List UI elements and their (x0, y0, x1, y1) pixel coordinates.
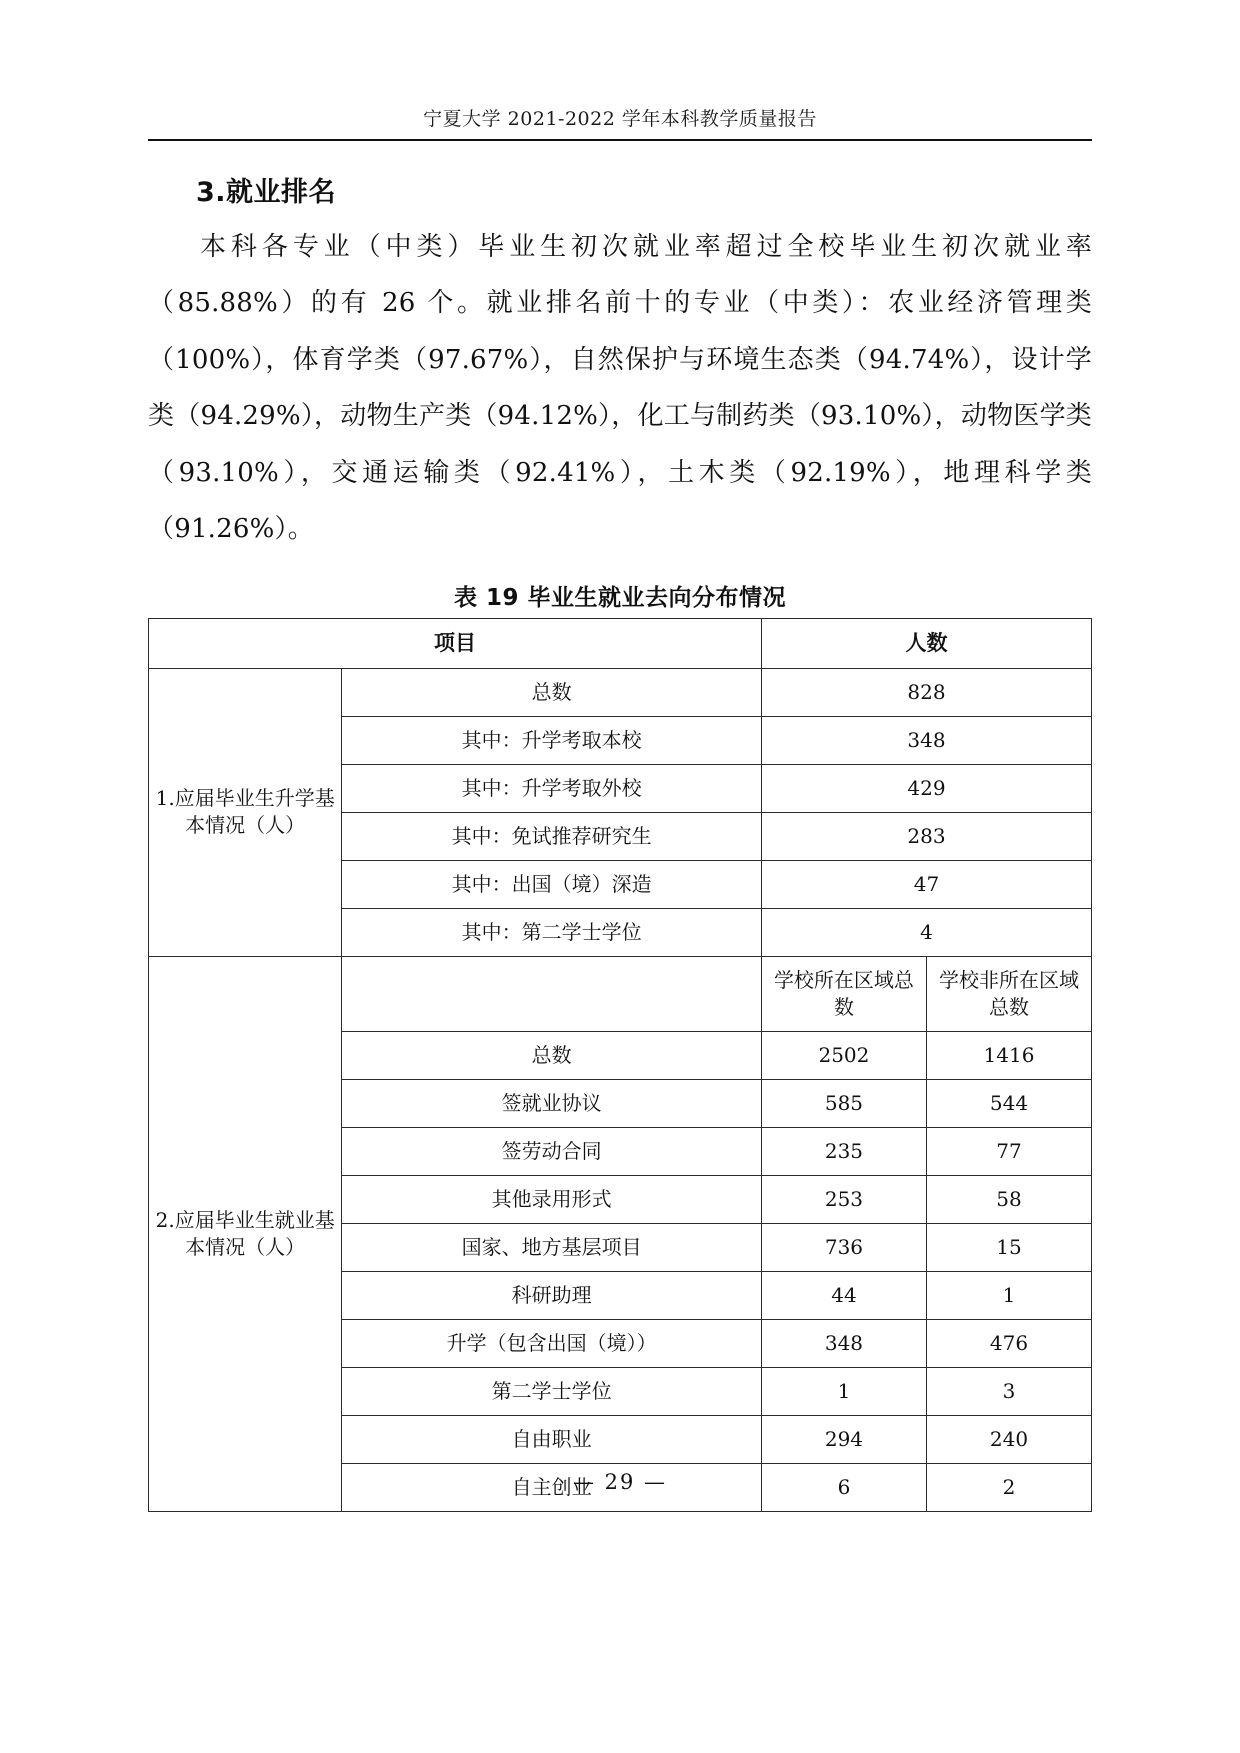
row-name: 其中：出国（境）深造 (342, 860, 762, 908)
row-in-region: 585 (761, 1079, 926, 1127)
row-name: 其中：升学考取外校 (342, 764, 762, 812)
row-name: 其中：升学考取本校 (342, 716, 762, 764)
row-name: 升学（包含出国（境）） (342, 1319, 762, 1367)
row-out-region: 58 (926, 1175, 1091, 1223)
table-row (149, 668, 1092, 716)
row-value: 4 (761, 908, 1091, 956)
row-out-region: 15 (926, 1223, 1091, 1271)
table-caption: 表 19 毕业生就业去向分布情况 (453, 585, 787, 612)
row-name: 总数 (342, 1031, 762, 1079)
row-name: 其中：免试推荐研究生 (342, 812, 762, 860)
row-value: 348 (761, 716, 1091, 764)
row-name: 自由职业 (342, 1415, 762, 1463)
row-name: 自主创业 (342, 1463, 762, 1511)
row-name: 第二学士学位 (342, 1367, 762, 1415)
group2-label: 2.应届毕业生就业基本情况（人） (149, 956, 342, 1511)
row-in-region: 2502 (761, 1031, 926, 1079)
row-in-region: 6 (761, 1463, 926, 1511)
running-header (148, 104, 1092, 141)
row-out-region: 1416 (926, 1031, 1091, 1079)
row-in-region: 1 (761, 1367, 926, 1415)
row-in-region: 253 (761, 1175, 926, 1223)
body-paragraph: 本科各专业（中类）毕业生初次就业率超过全校毕业生初次就业率（85.88%）的有 26 个。就业排名前十的专业（中类）：农业经济管理类（100%），体育学类（97.67%），自然保护与环境生态类（94.74%），设计学类（94.29%），动物生产类（94.12%），化工与制药类（93.10%），动物医学类（93.10%），交通运输类（92.41%），土木类（92.19%），地理科学类（91.26%）。 (148, 232, 1092, 545)
row-in-region: 294 (761, 1415, 926, 1463)
subheader-blank (342, 956, 762, 1031)
row-in-region: 44 (761, 1271, 926, 1319)
page-footer (0, 1470, 1240, 1494)
subheader-out-region: 学校非所在区域总数 (926, 956, 1091, 1031)
table-subheader-row (149, 956, 1092, 1031)
row-in-region: 235 (761, 1127, 926, 1175)
page-number: — 29 — (572, 1470, 668, 1494)
row-in-region: 348 (761, 1319, 926, 1367)
table-header-row (149, 619, 1092, 668)
row-out-region: 476 (926, 1319, 1091, 1367)
row-value: 283 (761, 812, 1091, 860)
section-heading: 3.就业排名 (196, 177, 337, 208)
row-value: 429 (761, 764, 1091, 812)
header-item: 项目 (149, 619, 762, 668)
header-divider (148, 139, 1092, 141)
row-value: 47 (761, 860, 1091, 908)
subheader-in-region: 学校所在区域总数 (761, 956, 926, 1031)
row-out-region: 240 (926, 1415, 1091, 1463)
group1-label: 1.应届毕业生升学基本情况（人） (149, 668, 342, 956)
row-name: 科研助理 (342, 1271, 762, 1319)
running-header-text: 宁夏大学 2021-2022 学年本科教学质量报告 (423, 108, 817, 130)
header-count: 人数 (761, 619, 1091, 668)
row-name: 签劳动合同 (342, 1127, 762, 1175)
row-out-region: 544 (926, 1079, 1091, 1127)
page-content (148, 152, 1092, 1512)
row-out-region: 1 (926, 1271, 1091, 1319)
row-out-region: 77 (926, 1127, 1091, 1175)
row-name: 国家、地方基层项目 (342, 1223, 762, 1271)
row-value: 828 (761, 668, 1091, 716)
row-in-region: 736 (761, 1223, 926, 1271)
row-name: 其他录用形式 (342, 1175, 762, 1223)
employment-distribution-table (148, 618, 1092, 1511)
row-out-region: 2 (926, 1463, 1091, 1511)
row-out-region: 3 (926, 1367, 1091, 1415)
row-name: 其中：第二学士学位 (342, 908, 762, 956)
row-name: 总数 (342, 668, 762, 716)
row-name: 签就业协议 (342, 1079, 762, 1127)
